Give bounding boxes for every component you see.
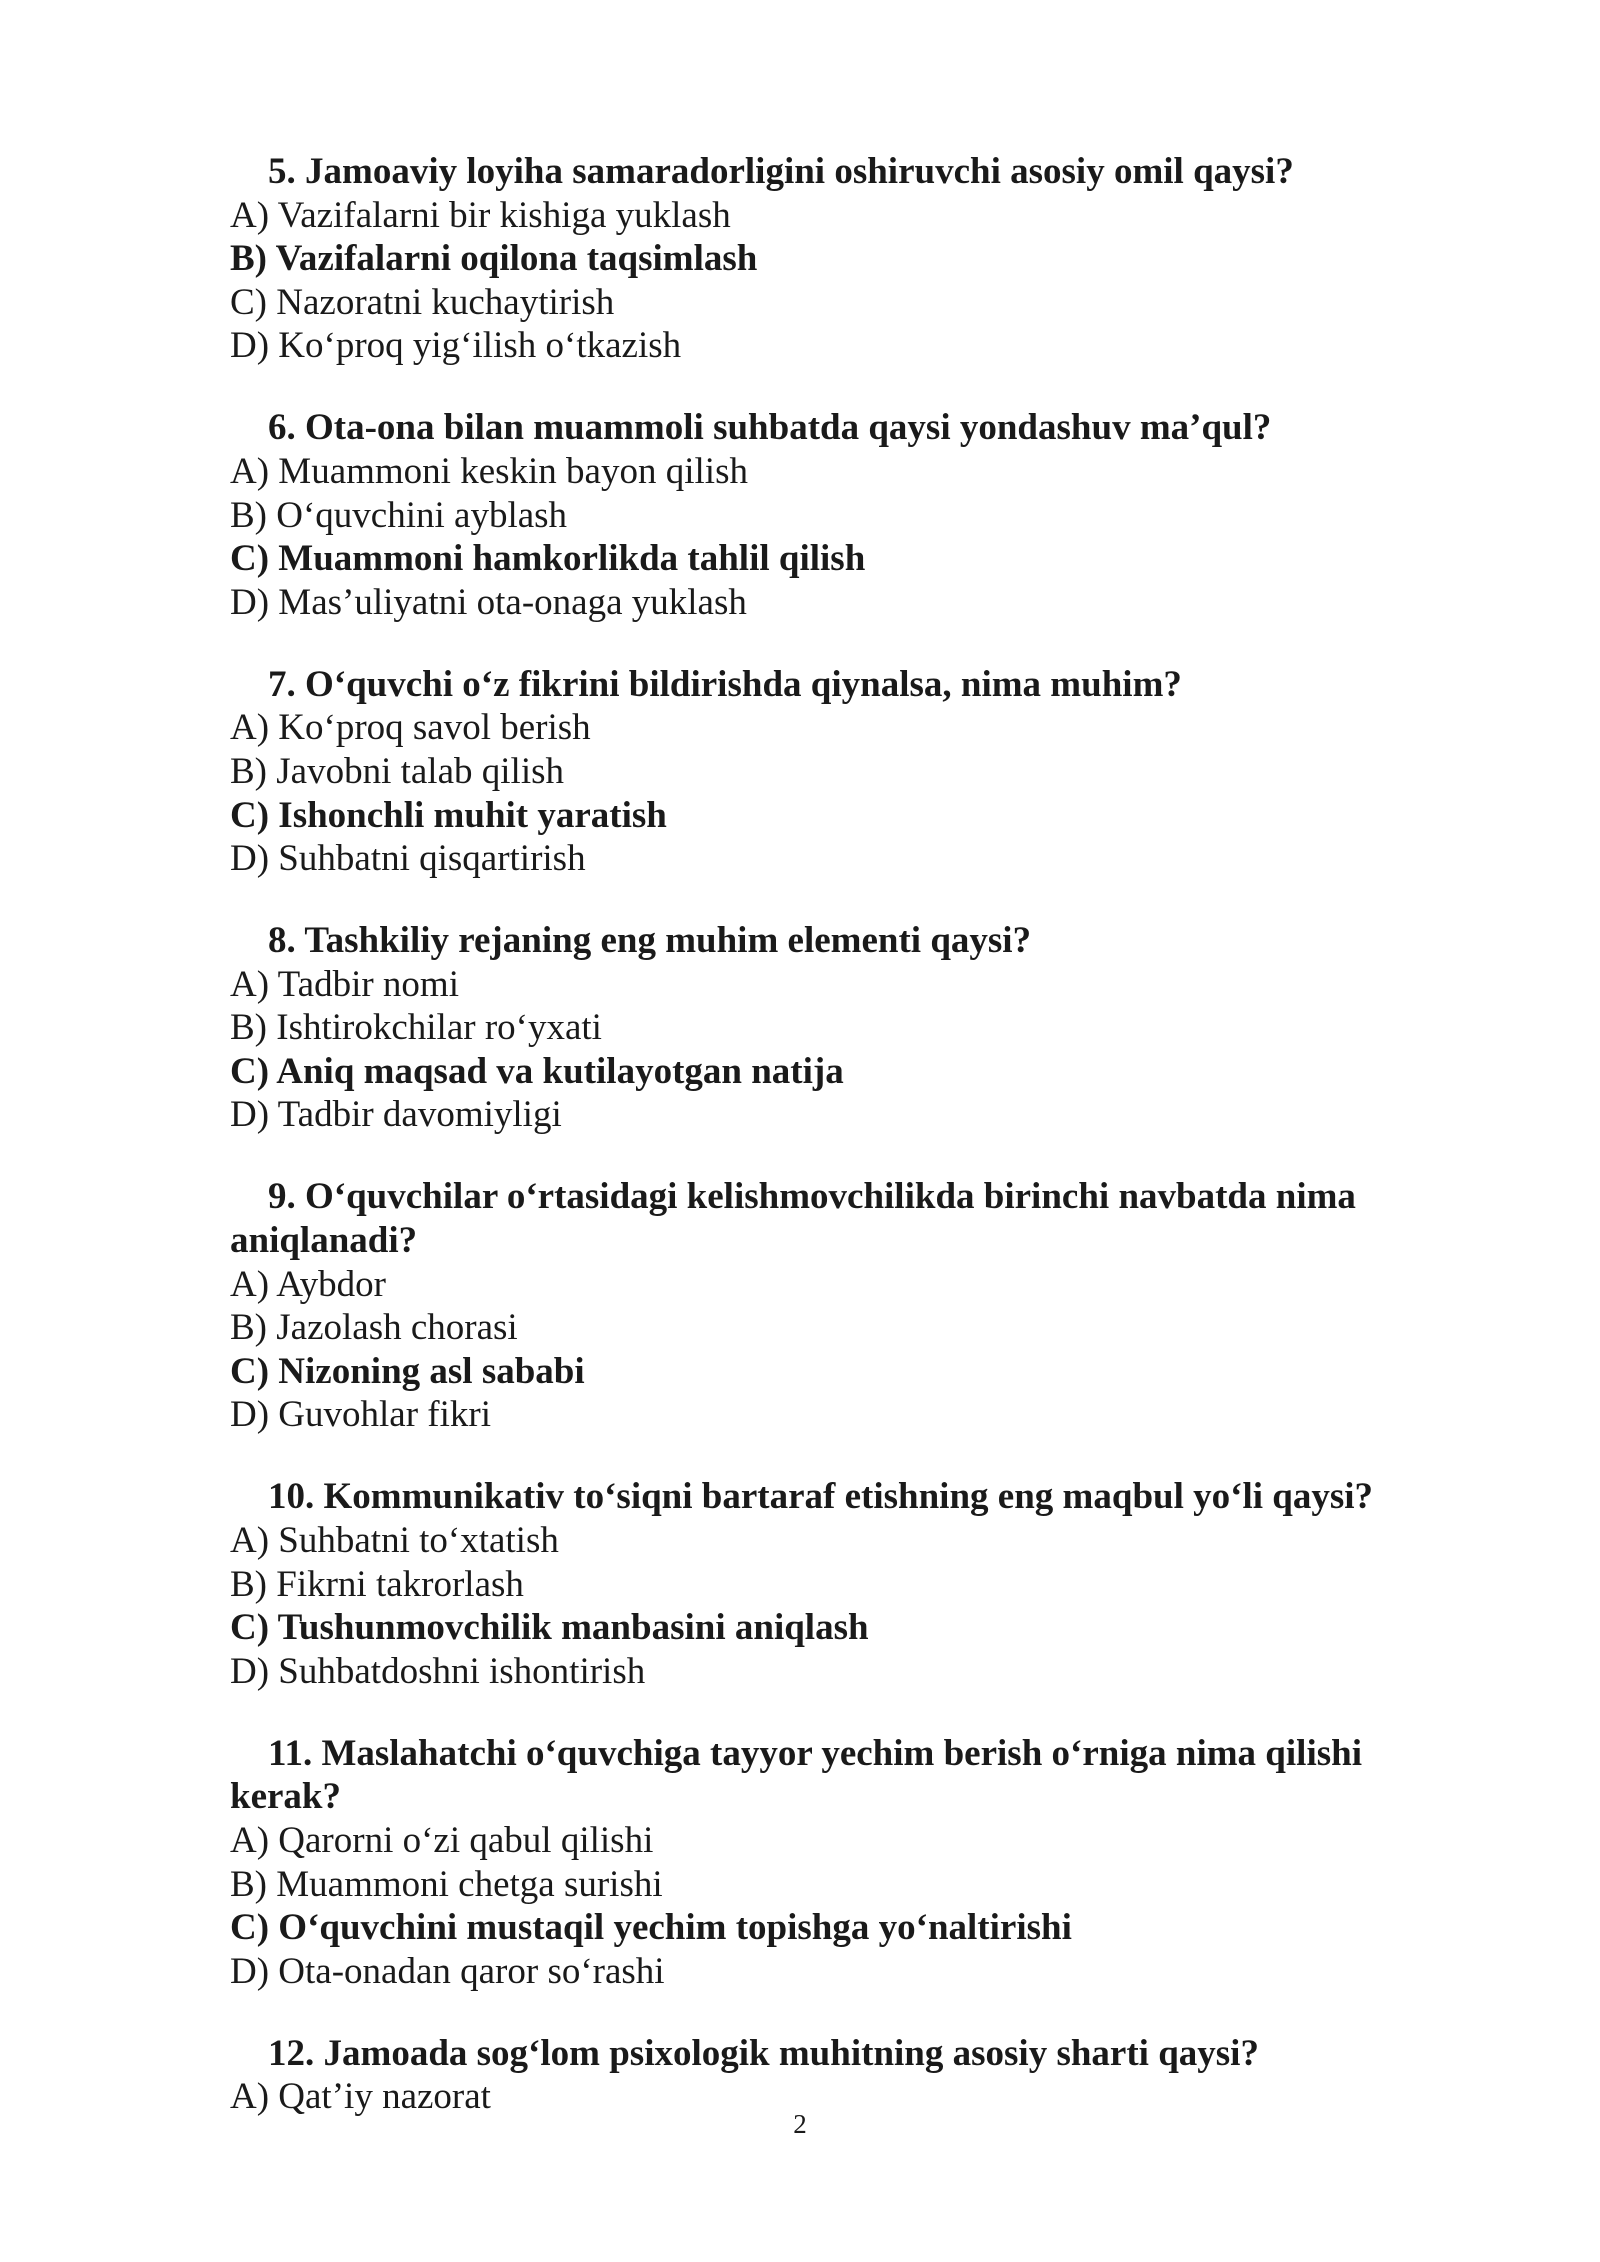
answer-option: B) Javobni talab qilish	[230, 750, 564, 792]
answer-option-correct: C) Nizoning asl sababi	[230, 1350, 585, 1392]
answer-option: A) Ko‘proq savol berish	[230, 707, 591, 749]
question-block	[230, 1475, 1410, 1693]
answer-option: D) Ota-onadan qaror so‘rashi	[230, 1950, 665, 1992]
answer-option: C) Nazoratni kuchaytirish	[230, 281, 615, 323]
answer-option-correct: C) O‘quvchini mustaqil yechim topishga yo‘naltirishi	[230, 1907, 1072, 1949]
page-number: 2	[793, 2109, 807, 2139]
answer-option: B) Ishtirokchilar ro‘yxati	[230, 1007, 602, 1049]
question-block	[230, 663, 1410, 881]
question-text: 8. Tashkiliy rejaning eng muhim elementi qaysi?	[268, 920, 1032, 962]
answer-option: A) Qat’iy nazorat	[230, 2076, 491, 2118]
answer-option: D) Suhbatdoshni ishontirish	[230, 1650, 646, 1692]
answer-option: B) O‘quvchini ayblash	[230, 494, 568, 536]
answer-option-correct: C) Ishonchli muhit yaratish	[230, 794, 667, 836]
question-list	[230, 150, 1410, 2157]
answer-option: A) Qarorni o‘zi qabul qilishi	[230, 1819, 654, 1861]
question-block	[230, 406, 1410, 624]
question-text: 11. Maslahatchi o‘quvchiga tayyor yechim berish o‘rniga nima qilishi kerak?	[230, 1732, 1362, 1818]
question-block	[230, 1175, 1410, 1437]
question-block	[230, 1732, 1410, 1994]
answer-option: D) Ko‘proq yig‘ilish o‘tkazish	[230, 325, 682, 367]
question-block	[230, 150, 1410, 368]
question-block	[230, 919, 1410, 1137]
answer-option-correct: B) Vazifalarni oqilona taqsimlash	[230, 238, 758, 280]
answer-option: A) Suhbatni to‘xtatish	[230, 1519, 559, 1561]
question-text: 7. O‘quvchi o‘z fikrini bildirishda qiynalsa, nima muhim?	[268, 663, 1182, 705]
question-text: 9. O‘quvchilar o‘rtasidagi kelishmovchilikda birinchi navbatda nima aniqlanadi?	[230, 1176, 1356, 1262]
answer-option: B) Jazolash chorasi	[230, 1307, 518, 1349]
question-text: 6. Ota-ona bilan muammoli suhbatda qaysi yondashuv ma’qul?	[268, 407, 1272, 449]
answer-option: A) Muammoni keskin bayon qilish	[230, 450, 748, 492]
question-text: 5. Jamoaviy loyiha samaradorligini oshiruvchi asosiy omil qaysi?	[268, 151, 1294, 192]
answer-option: A) Tadbir nomi	[230, 963, 459, 1005]
question-block	[230, 2032, 1410, 2119]
answer-option: D) Mas’uliyatni ota-onaga yuklash	[230, 581, 747, 623]
answer-option: D) Suhbatni qisqartirish	[230, 838, 586, 880]
answer-option: B) Muammoni chetga surishi	[230, 1863, 663, 1905]
answer-option: D) Tadbir davomiyligi	[230, 1094, 562, 1136]
answer-option-correct: C) Tushunmovchilik manbasini aniqlash	[230, 1607, 869, 1649]
answer-option-correct: C) Aniq maqsad va kutilayotgan natija	[230, 1050, 844, 1092]
answer-option: A) Aybdor	[230, 1263, 386, 1305]
answer-option: B) Fikrni takrorlash	[230, 1563, 524, 1605]
answer-option: A) Vazifalarni bir kishiga yuklash	[230, 194, 731, 236]
answer-option: D) Guvohlar fikri	[230, 1394, 491, 1436]
question-text: 10. Kommunikativ to‘siqni bartaraf etishning eng maqbul yo‘li qaysi?	[268, 1476, 1374, 1518]
answer-option-correct: C) Muammoni hamkorlikda tahlil qilish	[230, 538, 866, 580]
question-text: 12. Jamoada sog‘lom psixologik muhitning asosiy sharti qaysi?	[268, 2032, 1259, 2074]
